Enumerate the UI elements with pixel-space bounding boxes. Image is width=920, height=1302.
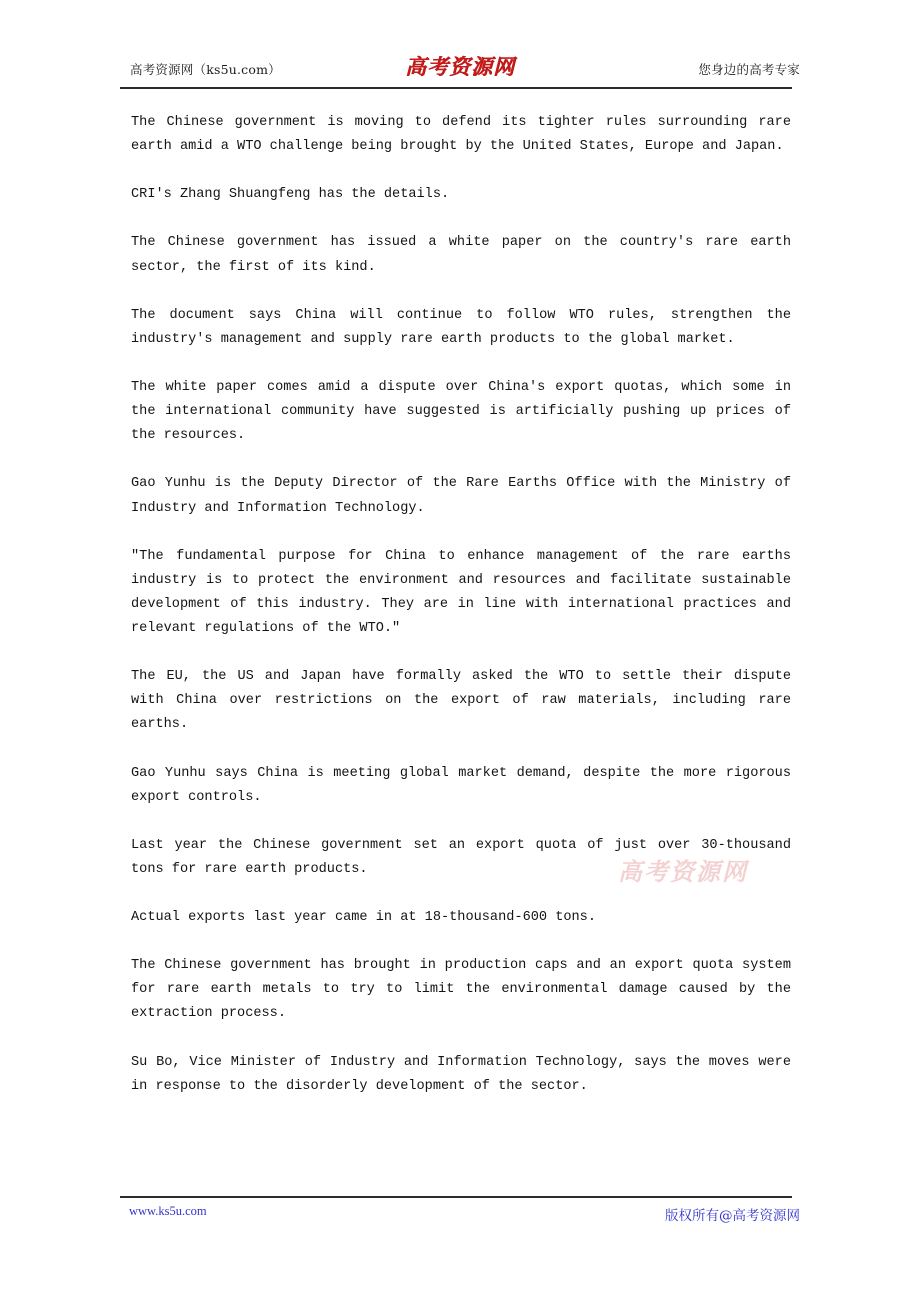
paragraph: CRI's Zhang Shuangfeng has the details.: [131, 187, 450, 203]
header-site-name: 高考资源网（ks5u.com）: [130, 62, 281, 77]
document-body: [131, 111, 791, 1099]
paragraph: The Chinese government has brought in production caps and an export quota system for rare earth metals to try to limit the environmental damage caused by the extraction process.: [131, 958, 791, 1022]
header-tagline: 您身边的高考专家: [698, 62, 800, 77]
footer-website-link[interactable]: www.ks5u.com: [129, 1204, 207, 1218]
paragraph: Actual exports last year came in at 18-thousand-600 tons.: [131, 910, 596, 926]
footer-divider: [120, 1196, 792, 1198]
page-footer: [120, 1204, 800, 1230]
page-watermark: 高考资源网: [618, 857, 748, 886]
paragraph: The Chinese government has issued a white paper on the country's rare earth sector, the first of its kind.: [131, 235, 791, 275]
paragraph: Last year the Chinese government set an export quota of just over 30-thousand tons for rare earth products.: [131, 837, 791, 877]
page-header: [120, 50, 800, 90]
paragraph: Gao Yunhu is the Deputy Director of the Rare Earths Office with the Ministry of Industry and Information Technology.: [131, 476, 791, 516]
paragraph: The Chinese government is moving to defend its tighter rules surrounding rare earth amid a WTO challenge being brought by the United States, Europe and Japan.: [131, 115, 791, 155]
header-divider: [120, 87, 792, 89]
paragraph: "The fundamental purpose for China to enhance management of the rare earths industry is to protect the environment and resources and facilitate sustainable development of this industry. They are in line with international practices and relevant regulations of the WTO.": [131, 548, 791, 636]
paragraph: Su Bo, Vice Minister of Industry and Information Technology, says the moves were in response to the disorderly development of the sector.: [131, 1054, 791, 1094]
footer-copyright[interactable]: 版权所有@高考资源网: [665, 1208, 800, 1224]
paragraph: The white paper comes amid a dispute over China's export quotas, which some in the international community have suggested is artificially pushing up prices of the resources.: [131, 380, 791, 444]
paragraph: The EU, the US and Japan have formally asked the WTO to settle their dispute with China over restrictions on the export of raw materials, including rare earths.: [131, 669, 791, 733]
paragraph: Gao Yunhu says China is meeting global market demand, despite the more rigorous export controls.: [131, 765, 791, 805]
paragraph: The document says China will continue to follow WTO rules, strengthen the industry's management and supply rare earth products to the global market.: [131, 307, 791, 347]
header-row: [120, 50, 800, 84]
header-logo: 高考资源网: [405, 54, 515, 79]
